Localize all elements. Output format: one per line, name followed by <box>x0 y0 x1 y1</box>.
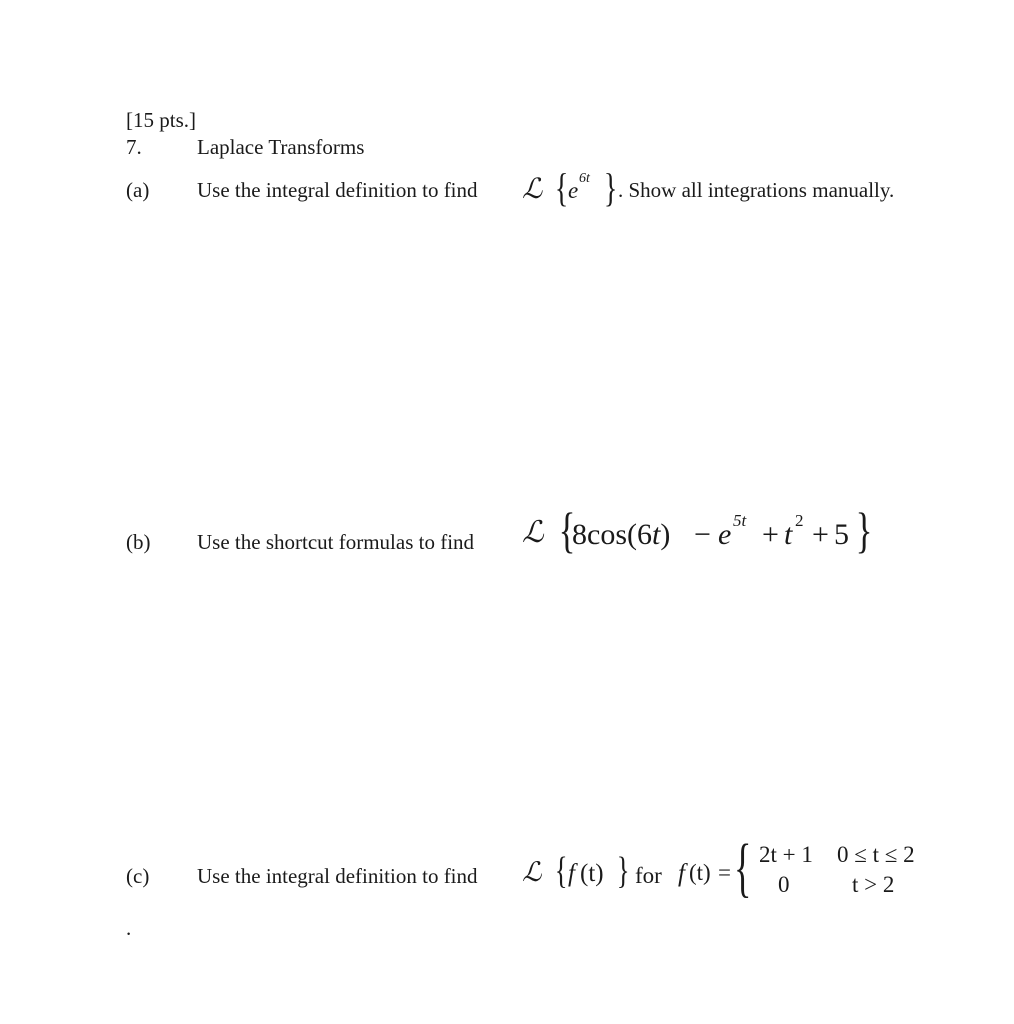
def-function-name: f <box>678 860 685 887</box>
function-arg: (t) <box>580 860 604 887</box>
part-c-text: Use the integral definition to find <box>197 864 478 888</box>
expr-t-squared-power: 2 <box>795 511 804 530</box>
function-name: f <box>568 860 575 887</box>
expr-cos-var: t <box>651 518 661 551</box>
right-brace: } <box>616 850 630 892</box>
laplace-symbol: ℒ <box>522 515 544 550</box>
left-brace: { <box>554 850 568 892</box>
part-c-expression <box>522 831 942 904</box>
part-b-label: (b) <box>126 530 151 554</box>
piecewise-brace: { <box>734 831 752 904</box>
question-title: Laplace Transforms <box>197 135 365 159</box>
expr-cos-part2: ) <box>660 518 671 551</box>
part-a-text-after: . Show all integrations manually. <box>618 178 895 202</box>
part-b-expression <box>522 502 902 565</box>
laplace-symbol: ℒ <box>522 857 542 888</box>
left-brace: { <box>558 502 576 558</box>
points-label: [15 pts.] <box>126 108 196 132</box>
expr-minus: − <box>694 518 711 551</box>
case-2-condition: t > 2 <box>852 872 895 897</box>
expr-cos <box>572 518 670 552</box>
case-1-condition: 0 ≤ t ≤ 2 <box>837 842 915 867</box>
expr-plus-2: + <box>812 518 829 551</box>
question-number: 7. <box>126 135 142 159</box>
part-a-text: Use the integral definition to find <box>197 178 478 202</box>
expr-constant: 5 <box>834 518 849 551</box>
right-brace: } <box>603 165 618 210</box>
trailing-mark: . <box>126 916 132 940</box>
left-brace: { <box>554 165 569 210</box>
part-c-label: (c) <box>126 864 150 888</box>
def-equals: = <box>718 860 731 885</box>
for-word: for <box>635 863 662 888</box>
expr-plus-1: + <box>762 518 779 551</box>
expr-cos-part1: 8cos(6 <box>572 518 652 551</box>
exponential-base: e <box>568 178 579 203</box>
expr-t-squared-base: t <box>784 518 793 551</box>
part-b-text: Use the shortcut formulas to find <box>197 530 475 554</box>
expr-exp-base: e <box>718 518 732 551</box>
case-1-expression: 2t + 1 <box>759 842 813 867</box>
expr-exp-power: 5t <box>733 511 747 530</box>
part-a-label: (a) <box>126 178 150 202</box>
def-function-arg: (t) <box>689 860 711 885</box>
laplace-symbol: ℒ <box>522 172 543 205</box>
case-2-expression: 0 <box>778 872 790 897</box>
exponent: 6t <box>579 171 590 186</box>
right-brace: } <box>855 502 873 558</box>
